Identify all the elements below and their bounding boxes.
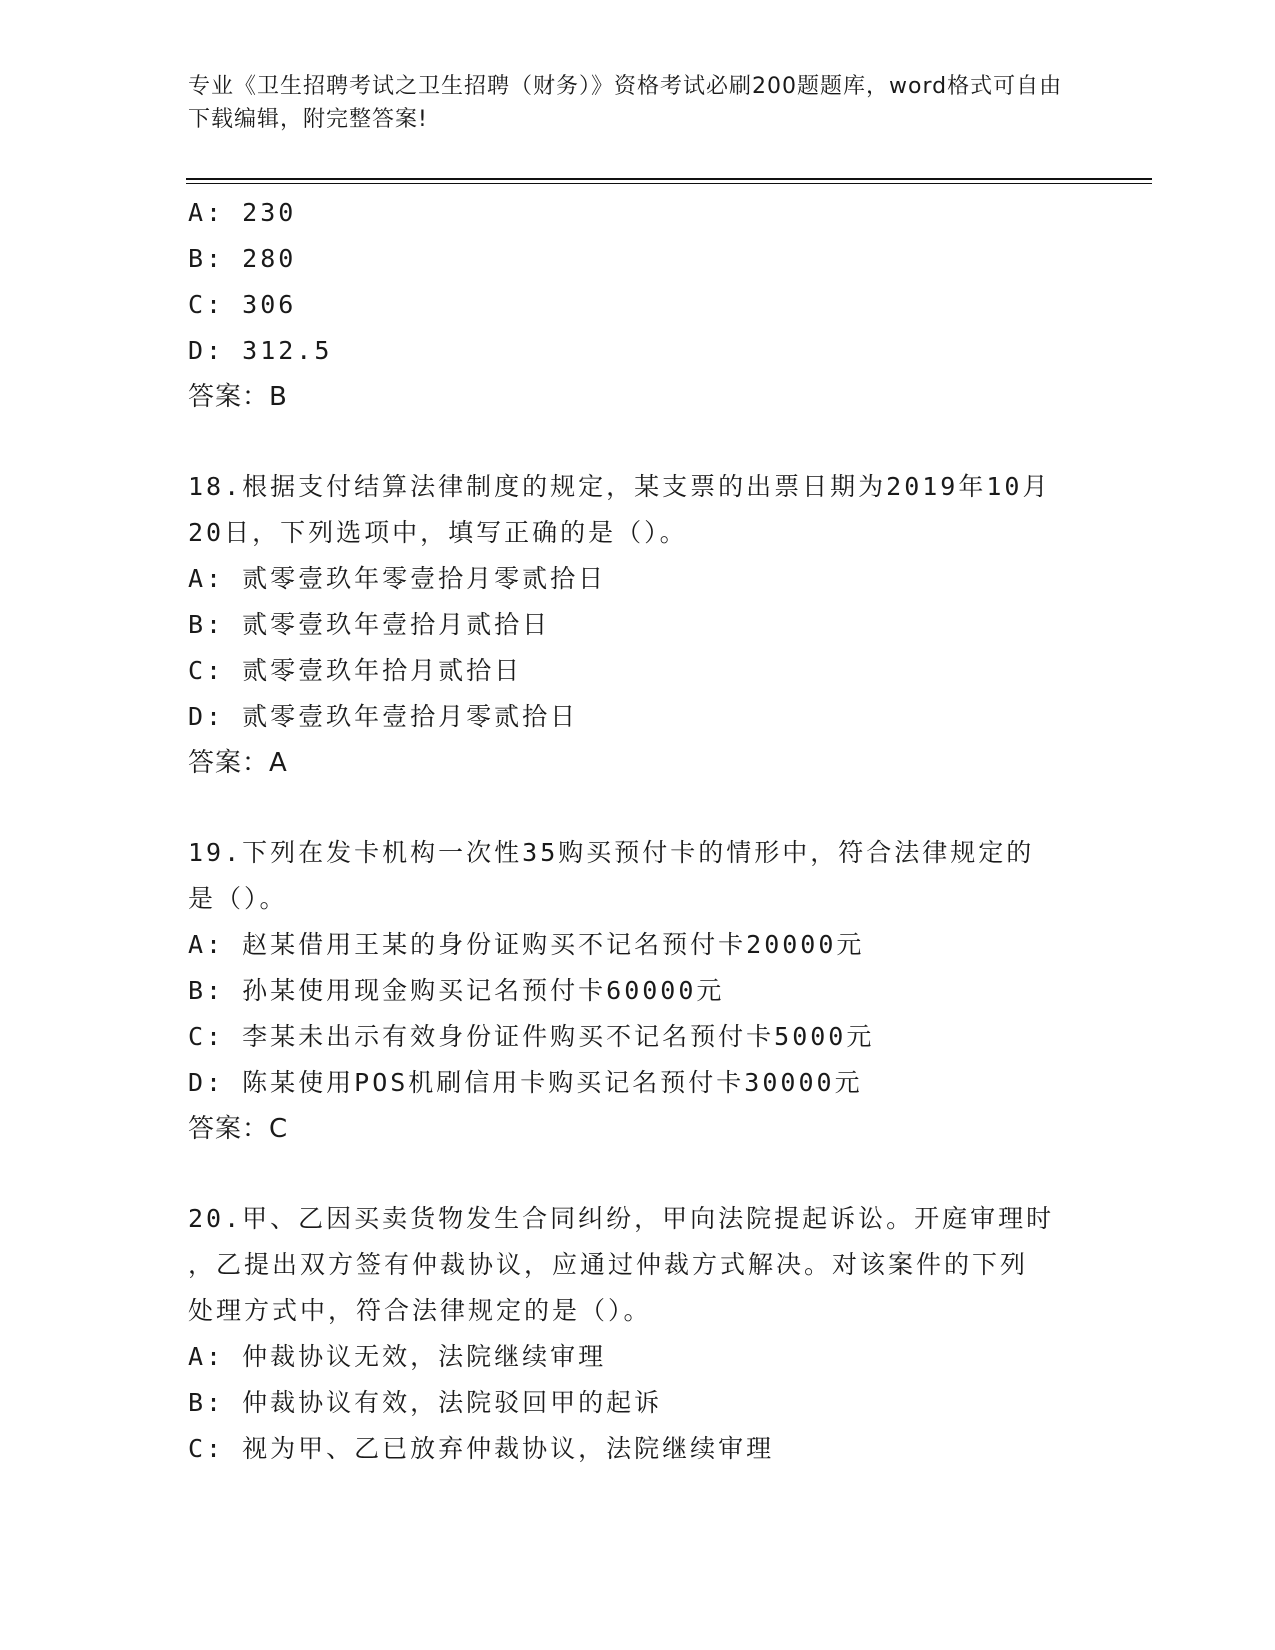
document-title: 专业《卫生招聘考试之卫生招聘（财务）》资格考试必刷200题题库，word格式可自由下载编辑，附完整答案! bbox=[188, 74, 1063, 132]
spacer bbox=[188, 786, 1088, 830]
option-c: C: 视为甲、乙已放弃仲裁协议，法院继续审理 bbox=[188, 1434, 775, 1463]
option-a: A: 仲裁协议无效，法院继续审理 bbox=[188, 1342, 607, 1371]
option-b: B: 280 bbox=[188, 244, 297, 273]
option-b: B: 仲裁协议有效，法院驳回甲的起诉 bbox=[188, 1388, 663, 1417]
document-header bbox=[188, 70, 1068, 136]
question-text-line: 是（）。 bbox=[188, 884, 288, 913]
question-block-19 bbox=[188, 830, 1088, 1152]
option-a: A: 赵某借用王某的身份证购买不记名预付卡20000元 bbox=[188, 930, 865, 959]
answer-line: 答案：B bbox=[188, 382, 288, 412]
option-b: B: 孙某使用现金购买记名预付卡60000元 bbox=[188, 976, 725, 1005]
question-text-line: ，乙提出双方签有仲裁协议，应通过仲裁方式解决。对该案件的下列 bbox=[188, 1250, 1029, 1279]
option-d: D: 陈某使用POS机刷信用卡购买记名预付卡30000元 bbox=[188, 1068, 863, 1097]
question-block-17 bbox=[188, 190, 1088, 420]
spacer bbox=[188, 420, 1088, 464]
question-block-20 bbox=[188, 1196, 1088, 1472]
spacer bbox=[188, 1152, 1088, 1196]
option-b: B: 贰零壹玖年壹拾月贰拾日 bbox=[188, 610, 551, 639]
option-c: C: 306 bbox=[188, 290, 297, 319]
option-a: A: 贰零壹玖年零壹拾月零贰拾日 bbox=[188, 564, 607, 593]
option-c: C: 李某未出示有效身份证件购买不记名预付卡5000元 bbox=[188, 1022, 875, 1051]
option-a: A: 230 bbox=[188, 198, 297, 227]
header-divider bbox=[186, 178, 1152, 180]
question-text-line: 20.甲、乙因买卖货物发生合同纠纷，甲向法院提起诉讼。开庭审理时 bbox=[188, 1204, 1055, 1233]
answer-line: 答案：A bbox=[188, 748, 288, 778]
question-text-line: 19.下列在发卡机构一次性35购买预付卡的情形中，符合法律规定的 bbox=[188, 838, 1035, 867]
option-d: D: 贰零壹玖年壹拾月零贰拾日 bbox=[188, 702, 579, 731]
question-block-18 bbox=[188, 464, 1088, 786]
option-c: C: 贰零壹玖年拾月贰拾日 bbox=[188, 656, 523, 685]
question-list bbox=[188, 190, 1088, 1472]
option-d: D: 312.5 bbox=[188, 336, 333, 365]
question-text-line: 处理方式中，符合法律规定的是（）。 bbox=[188, 1296, 652, 1325]
question-text-line: 20日，下列选项中，填写正确的是（）。 bbox=[188, 518, 688, 547]
header-divider-thin bbox=[186, 183, 1152, 184]
answer-line: 答案：C bbox=[188, 1114, 289, 1144]
question-text-line: 18.根据支付结算法律制度的规定，某支票的出票日期为2019年10月 bbox=[188, 472, 1051, 501]
